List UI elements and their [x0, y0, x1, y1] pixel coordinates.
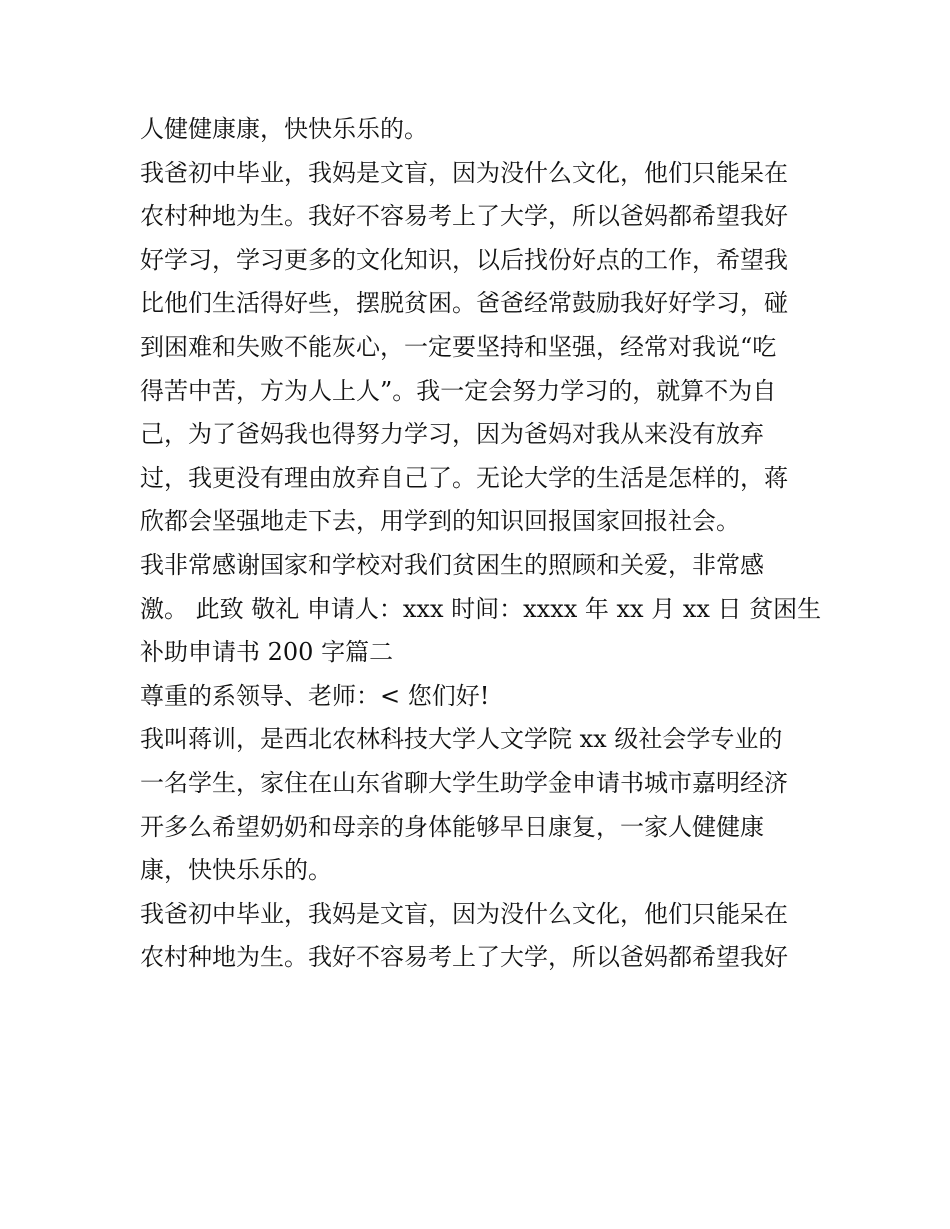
text-line: 一名学生，家住在山东省聊大学生助学金申请书城市嘉明经济	[140, 768, 788, 797]
text-line: 开多么希望奶奶和母亲的身体能够早日康复，一家人健健康	[140, 812, 764, 841]
text-line: 过，我更没有理由放弃自己了。无论大学的生活是怎样的，蒋	[140, 463, 788, 492]
text-line: 比他们生活得好些，摆脱贫困。爸爸经常鼓励我好好学习，碰	[140, 289, 788, 318]
text-line: 到困难和失败不能灰心，一定要坚持和坚强，经常对我说“吃	[140, 332, 777, 361]
text-line: 我非常感谢国家和学校对我们贫困生的照顾和关爱，非常感	[140, 550, 764, 579]
text-line: 人健健康康，快快乐乐的。	[140, 115, 428, 143]
text-line: 得苦中苦，方为人上人”。我一定会努力学习的，就算不为自	[140, 376, 777, 405]
text-line: 尊重的系领导、老师：< 您们好!	[140, 681, 490, 710]
text-line: 我爸初中毕业，我妈是文盲，因为没什么文化，他们只能呆在	[140, 158, 788, 187]
text-line: 农村种地为生。我好不容易考上了大学，所以爸妈都希望我好	[140, 943, 788, 972]
text-line: 好学习，学习更多的文化知识，以后找份好点的工作，希望我	[140, 245, 788, 274]
text-line: 我爸初中毕业，我妈是文盲，因为没什么文化，他们只能呆在	[140, 899, 788, 928]
text-line: 补助申请书 200 字篇二	[140, 638, 394, 667]
text-line: 激。 此致 敬礼 申请人：xxx 时间：xxxx 年 xx 月 xx 日 贫困生	[140, 594, 822, 623]
text-line: 农村种地为生。我好不容易考上了大学，所以爸妈都希望我好	[140, 202, 788, 231]
text-line: 己，为了爸妈我也得努力学习，因为爸妈对我从来没有放弃	[140, 420, 764, 449]
text-line: 康，快快乐乐的。	[140, 856, 332, 885]
document-body	[140, 108, 820, 980]
text-line: 我叫蒋训，是西北农林科技大学人文学院 xx 级社会学专业的	[140, 725, 783, 754]
text-line: 欣都会坚强地走下去，用学到的知识回报国家回报社会。	[140, 507, 740, 536]
